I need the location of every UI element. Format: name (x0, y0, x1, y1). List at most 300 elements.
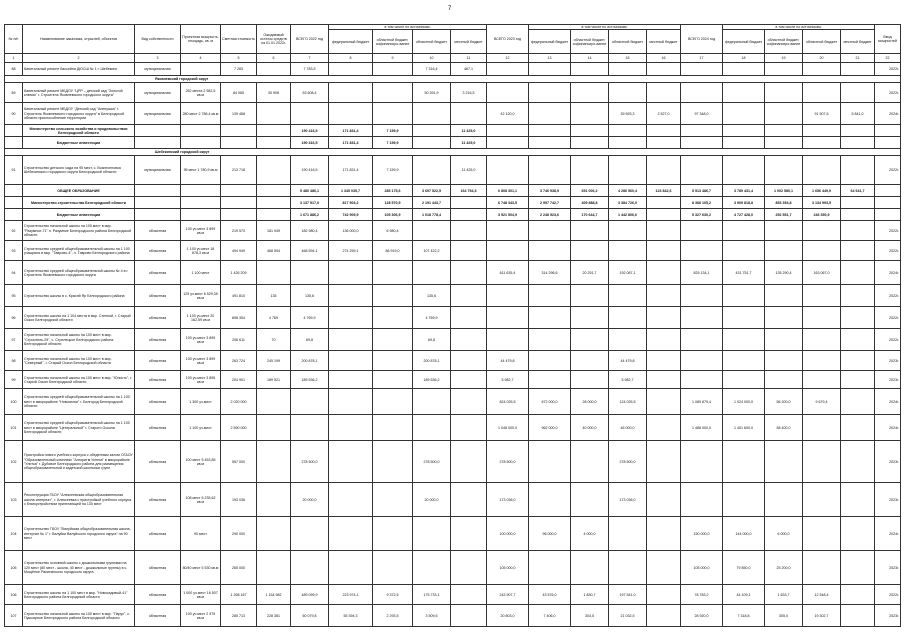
header-sources-2023: в том числе по источникам: (529, 25, 681, 30)
capacity: 95 мест 1 780,9 кв.м (181, 156, 221, 185)
table-row (5, 241, 901, 261)
total-2024: 78 783,2 (681, 585, 723, 605)
row-no: 100 (5, 389, 23, 415)
ownership: областная (135, 371, 181, 389)
ownership (135, 137, 181, 149)
regional-2022: 20 000,0 (413, 483, 451, 517)
cofin-2022: 7 159,9 (373, 156, 413, 185)
total-2024 (681, 329, 723, 351)
local-2023 (647, 209, 681, 221)
cost (221, 197, 257, 209)
cofin-2024: 135 290,4 (765, 261, 803, 285)
local-2022 (451, 351, 487, 371)
regional-2022: 69,8 (413, 329, 451, 351)
ownership (135, 209, 181, 221)
row-no: 104 (5, 517, 23, 551)
cofin-2022 (373, 83, 413, 103)
total-2023 (487, 125, 529, 137)
object-name: Капитальный ремонт МБДОУ "Детский сад "Аленушка" г. Строитель Яковлевского городского округа" в Белгородской области приспособление территории (23, 103, 135, 125)
total-2023: 278 500,0 (487, 441, 529, 483)
remaining: 1 154 982 (257, 585, 291, 605)
total-2023: 5 982,7 (487, 371, 529, 389)
regional-2022 (413, 517, 451, 551)
cost: 285 713 (221, 605, 257, 627)
ownership (135, 185, 181, 197)
local-2022 (451, 389, 487, 415)
federal-2023 (529, 285, 571, 307)
commission-year: 2022г. (875, 241, 901, 261)
regional-2022 (413, 389, 451, 415)
total-2023: 611 635,4 (487, 261, 529, 285)
total-2024: 150 000,0 (681, 517, 723, 551)
cofin-2023: 28 000,0 (571, 389, 609, 415)
header-sources-2024: в том числе по источникам: (723, 25, 875, 30)
federal-2022 (329, 389, 373, 415)
cofin-2024: 252 551,7 (765, 209, 803, 221)
regional-2022 (413, 221, 451, 241)
federal-2022 (329, 63, 373, 76)
row-no: 94 (5, 261, 23, 285)
regional-2022: 189 536,2 (413, 371, 451, 389)
total-2023 (487, 137, 529, 149)
commission-year: 2022г. (875, 329, 901, 351)
regional-2024 (803, 371, 841, 389)
column-number: 12 (487, 54, 529, 63)
regional-2024 (803, 63, 841, 76)
regional-2023: 21 032,5 (609, 605, 647, 627)
regional-2022 (413, 103, 451, 125)
federal-2024 (723, 125, 765, 137)
cofin-2023: 170 644,7 (571, 209, 609, 221)
federal-2022: 171 831,4 (329, 156, 373, 185)
column-number: 2 (23, 54, 135, 63)
total-2024 (681, 156, 723, 185)
column-number: 7 (291, 54, 329, 63)
commission-year (875, 197, 901, 209)
cost: 213 718 (221, 156, 257, 185)
local-2023 (647, 83, 681, 103)
capacity (181, 209, 221, 221)
commission-year (875, 125, 901, 137)
capacity: 108 мест 5 235,62 кв.м (181, 483, 221, 517)
cost (221, 209, 257, 221)
local-2022 (451, 483, 487, 517)
cofin-2023 (571, 83, 609, 103)
column-number: 15 (609, 54, 647, 63)
total-2023 (487, 307, 529, 329)
row-no: 105 (5, 551, 23, 585)
table-row (5, 371, 901, 389)
federal-2024 (723, 483, 765, 517)
total-2022: 5 480 486,1 (291, 185, 329, 197)
row-no (5, 209, 23, 221)
total-2023: 243 907,7 (487, 585, 529, 605)
total-2024: 105 000,0 (681, 551, 723, 585)
local-2022 (451, 103, 487, 125)
remaining: 70 (257, 329, 291, 351)
regional-2023 (609, 137, 647, 149)
cofin-2024 (765, 329, 803, 351)
federal-2022 (329, 103, 373, 125)
object-name: Министерство сельского хозяйства и продовольствия Белгородской области (23, 125, 135, 137)
page-number: 7 (448, 6, 452, 12)
cofin-2023 (571, 221, 609, 241)
summary-row (5, 137, 901, 149)
row-no: 99 (5, 371, 23, 389)
table-row (5, 441, 901, 483)
remaining (257, 483, 291, 517)
object-name: Строительство ГБОУ "Валуйская общеобразовательная школа-интернат № 1" г. Валуйки Валуйского городского округа" на 90 мест (23, 517, 135, 551)
cofin-2022 (373, 441, 413, 483)
local-2024 (841, 441, 875, 483)
local-2024 (841, 351, 875, 371)
federal-2022 (329, 307, 373, 329)
cofin-2023 (571, 307, 609, 329)
cofin-2022: 285 175,6 (373, 185, 413, 197)
remaining: 245 199 (257, 351, 291, 371)
commission-year: 2022г. (875, 63, 901, 76)
total-2024: 8 368 105,2 (681, 197, 723, 209)
column-number: 19 (765, 54, 803, 63)
ownership: областная (135, 307, 181, 329)
cofin-2024 (765, 125, 803, 137)
total-2023: 105 000,0 (487, 551, 529, 585)
object-name: Строительство средней общеобразовательной школы на 1 100 учащихся в мкр. "Таврово-4", п. Таврово Белгородского района (23, 241, 135, 261)
local-2022 (451, 307, 487, 329)
ownership: областная (135, 415, 181, 441)
cofin-2024 (765, 241, 803, 261)
column-number: 14 (571, 54, 609, 63)
cost: 7 283 (221, 63, 257, 76)
cofin-2024 (765, 351, 803, 371)
table-row (5, 415, 901, 441)
regional-2022: 107 422,2 (413, 241, 451, 261)
capacity: 100 уч.мест 3 895 кв.м (181, 371, 221, 389)
total-2024 (681, 137, 723, 149)
column-number: 22 (875, 54, 901, 63)
local-2023 (647, 605, 681, 627)
row-no: 91 (5, 156, 23, 185)
federal-2023: 96 000,0 (529, 517, 571, 551)
local-2024 (841, 605, 875, 627)
cofin-2022 (373, 389, 413, 415)
cost: 193 036 (221, 483, 257, 517)
ownership: муниципальная (135, 103, 181, 125)
column-number: 17 (681, 54, 723, 63)
total-2023 (487, 156, 529, 185)
header-remaining: Ожидаемый остаток средств на 01.01.2022г. (257, 25, 291, 54)
cost: 898 354 (221, 307, 257, 329)
summary-row (5, 185, 901, 197)
cofin-2024 (765, 483, 803, 517)
cofin-2023 (571, 483, 609, 517)
cost: 290 000 (221, 517, 257, 551)
federal-2022: 1 345 035,7 (329, 185, 373, 197)
capacity: 1 100 уч.мест 20 162,59 кв.м (181, 307, 221, 329)
total-2023: 44 479,8 (487, 351, 529, 371)
regional-2022 (413, 415, 451, 441)
regional-2022 (413, 156, 451, 185)
total-2023: 20 803,0 (487, 605, 529, 627)
local-2022: 11 425,0 (451, 156, 487, 185)
total-2024 (681, 285, 723, 307)
federal-2023 (529, 103, 571, 125)
header-local-2022: местный бюджет (451, 30, 487, 54)
federal-2022 (329, 517, 373, 551)
local-2022 (451, 329, 487, 351)
total-2022: 468 594,1 (291, 241, 329, 261)
local-2022: 11 425,0 (451, 137, 487, 149)
regional-2024: 1 656 449,9 (803, 185, 841, 197)
remaining: 135 (257, 285, 291, 307)
regional-2024 (803, 221, 841, 241)
cofin-2024: 1 633,7 (765, 585, 803, 605)
capacity: 1 100 уч.мест (181, 415, 221, 441)
regional-2024 (803, 441, 841, 483)
total-2023 (487, 221, 529, 241)
table-row (5, 261, 901, 285)
cofin-2022 (373, 261, 413, 285)
commission-year: 2022г. (875, 221, 901, 241)
total-2024 (681, 221, 723, 241)
total-2022: 1 671 886,2 (291, 209, 329, 221)
ownership: областная (135, 241, 181, 261)
regional-2024: 163 067,0 (803, 261, 841, 285)
total-2024 (681, 83, 723, 103)
federal-2023 (529, 371, 571, 389)
column-number: 4 (181, 54, 221, 63)
commission-year (875, 137, 901, 149)
local-2024: 5 841,0 (841, 103, 875, 125)
row-no: 95 (5, 285, 23, 307)
total-2022: 489 099,9 (291, 585, 329, 605)
commission-year: 2024г. (875, 517, 901, 551)
local-2024: 64 641,7 (841, 185, 875, 197)
cost: 206 611 (221, 329, 257, 351)
cofin-2024 (765, 307, 803, 329)
total-2024 (681, 371, 723, 389)
object-name: Строительство средней общеобразовательной школы № 4 в г. Строитель Яковлевского городского округа (23, 261, 135, 285)
header-regional-2022: областной бюджет (413, 30, 451, 54)
cofin-2022: 6 980,4 (373, 221, 413, 241)
summary-row (5, 197, 901, 209)
row-no: 88 (5, 63, 23, 76)
federal-2024 (723, 103, 765, 125)
regional-2022: 50 391,9 (413, 83, 451, 103)
local-2023 (647, 517, 681, 551)
federal-2023 (529, 483, 571, 517)
commission-year: 2022г. (875, 307, 901, 329)
federal-2024 (723, 285, 765, 307)
row-no: 103 (5, 483, 23, 517)
cofin-2023 (571, 137, 609, 149)
total-2022: 190 416,5 (291, 156, 329, 185)
ownership: областная (135, 517, 181, 551)
row-no (5, 137, 23, 149)
cofin-2022: 86 919,0 (373, 241, 413, 261)
local-2023 (647, 285, 681, 307)
regional-2024: 19 302,7 (803, 605, 841, 627)
header-local-2024: местный бюджет (841, 30, 875, 54)
object-name: Строительство средней общеобразовательной школы на 1 100 мест в микрорайоне "Центральный" г. Старого Оскола Белгородской области (23, 415, 135, 441)
cofin-2022 (373, 517, 413, 551)
table-row (5, 83, 901, 103)
table-row (5, 285, 901, 307)
total-2023 (487, 83, 529, 103)
commission-year: 2024г. (875, 415, 901, 441)
local-2023 (647, 389, 681, 415)
header-total-2024: ВСЕГО 2024 год (681, 25, 723, 54)
cofin-2023: 304,5 (571, 605, 609, 627)
total-2023: 42 120,0 (487, 103, 529, 125)
cofin-2022: 7 159,9 (373, 137, 413, 149)
column-number: 5 (221, 54, 257, 63)
cofin-2024 (765, 137, 803, 149)
federal-2023: 43 576,0 (529, 585, 571, 605)
regional-2023: 46 000,0 (609, 415, 647, 441)
cofin-2023 (571, 156, 609, 185)
federal-2022 (329, 83, 373, 103)
total-2022: 4 769,9 (291, 307, 329, 329)
object-name: Министерство строительства Белгородской области (23, 197, 135, 209)
federal-2024 (723, 83, 765, 103)
local-2024 (841, 197, 875, 209)
column-number: 20 (803, 54, 841, 63)
local-2022 (451, 285, 487, 307)
column-number: 13 (529, 54, 571, 63)
remaining (257, 156, 291, 185)
local-2023 (647, 371, 681, 389)
cofin-2022: 128 570,9 (373, 197, 413, 209)
federal-2022: 171 831,4 (329, 125, 373, 137)
regional-2023 (609, 307, 647, 329)
header-ownership: Вид собственности (135, 25, 181, 54)
cofin-2024: 25 200,0 (765, 551, 803, 585)
federal-2024: 431 751,7 (723, 261, 765, 285)
regional-2024: 91 507,6 (803, 103, 841, 125)
federal-2022 (329, 483, 373, 517)
total-2024: 825 134,1 (681, 261, 723, 285)
commission-year: 2022г. (875, 156, 901, 185)
cost: 263 724 (221, 351, 257, 371)
object-name: Строительство начальной школы на 100 мест в мкр. "Северный", г. Старый Оскол Белгородской области (23, 351, 135, 371)
remaining: 228 381 (257, 605, 291, 627)
cofin-2022: 7 159,9 (373, 125, 413, 137)
regional-2023 (609, 63, 647, 76)
total-2024 (681, 125, 723, 137)
remaining: 4 769 (257, 307, 291, 329)
table-row (5, 221, 901, 241)
local-2024 (841, 261, 875, 285)
capacity: 100 уч.мест 3 899 кв.м (181, 329, 221, 351)
object-name: Строительство детского сада на 95 мест, с. Вознесеновка Шебекинского городского округа Белгородской области (23, 156, 135, 185)
federal-2024 (723, 156, 765, 185)
cost: 219 570 (221, 221, 257, 241)
local-2023: 2 527,0 (647, 103, 681, 125)
commission-year: 2022г. (875, 83, 901, 103)
local-2022 (451, 415, 487, 441)
total-2022: 190 416,5 (291, 125, 329, 137)
total-2024: 5 327 630,2 (681, 209, 723, 221)
table-row (5, 585, 901, 605)
local-2022 (451, 197, 487, 209)
commission-year: 2024г. (875, 103, 901, 125)
column-number: 9 (373, 54, 413, 63)
federal-2022 (329, 261, 373, 285)
cost: 491 810 (221, 285, 257, 307)
ownership: областная (135, 441, 181, 483)
local-2023 (647, 261, 681, 285)
row-no: 107 (5, 605, 23, 627)
commission-year: 2023г. (875, 551, 901, 585)
local-2024 (841, 585, 875, 605)
cofin-2024: 6 000,0 (765, 517, 803, 551)
row-no: 92 (5, 221, 23, 241)
local-2024 (841, 83, 875, 103)
remaining (257, 103, 291, 125)
ownership: областная (135, 261, 181, 285)
column-number: 16 (647, 54, 681, 63)
federal-2024 (723, 241, 765, 261)
regional-2024 (803, 285, 841, 307)
cofin-2024: 305,0 (765, 605, 803, 627)
regional-2022: 7 316,4 (413, 63, 451, 76)
header-commission: Ввод мощностей (875, 25, 901, 54)
header-federal-2023: федеральный бюджет (529, 30, 571, 54)
local-2022 (451, 585, 487, 605)
ownership: областная (135, 483, 181, 517)
object-name: Пристройка нового учебного корпуса с обеденным залом ОГАОУ "Образовательный комплекс "Алгоритм Успеха" в микрорайоне "Улитка" г. Дубовое Белгородского района для размещения общеобразовательной и кадетской школьных групп (23, 441, 135, 483)
column-number: 3 (135, 54, 181, 63)
federal-2024: 4 727 428,0 (723, 209, 765, 221)
total-2023 (487, 241, 529, 261)
capacity: 100 уч.мест 3 899 кв.м (181, 351, 221, 371)
ownership: муниципальная (135, 83, 181, 103)
regional-2024 (803, 137, 841, 149)
local-2022: 164 754,3 (451, 185, 487, 197)
local-2024 (841, 551, 875, 585)
header-regional-2023: областной бюджет (609, 30, 647, 54)
header-cofin-2024: областной бюджет, софинансиро-вание (765, 30, 803, 54)
cofin-2023 (571, 241, 609, 261)
remaining: 189 521 (257, 371, 291, 389)
regional-2023 (609, 285, 647, 307)
row-no: 93 (5, 241, 23, 261)
regional-2023: 278 500,0 (609, 441, 647, 483)
ownership: областная (135, 221, 181, 241)
local-2022 (451, 221, 487, 241)
regional-2023 (609, 125, 647, 137)
object-name: Строительство начальной школы на 100 мест в мкр. "Парус", с. Пушкарное Белгородского района Белгородской области (23, 605, 135, 627)
summary-row (5, 125, 901, 137)
cofin-2022: 9 372,5 (373, 585, 413, 605)
total-2024: 28 920,0 (681, 605, 723, 627)
capacity: 1 100 мест (181, 261, 221, 285)
object-name: Бюджетные инвестиции (23, 137, 135, 149)
capacity: 125 уч.мест 6 529,35 кв.м (181, 285, 221, 307)
cofin-2023: 651 006,2 (571, 185, 609, 197)
object-name: Строительство школы на 1 100 мест в мкр. "Новосадовый-41" Белгородского района Белгородской области (23, 585, 135, 605)
local-2022 (451, 209, 487, 221)
total-2022: 278 500,0 (291, 441, 329, 483)
regional-2022: 2 191 443,7 (413, 197, 451, 209)
regional-2024 (803, 415, 841, 441)
commission-year: 2023г. (875, 605, 901, 627)
capacity: 100 уч.мест 2 975 кв.м (181, 605, 221, 627)
cofin-2023 (571, 351, 609, 371)
local-2024 (841, 371, 875, 389)
local-2024 (841, 63, 875, 76)
